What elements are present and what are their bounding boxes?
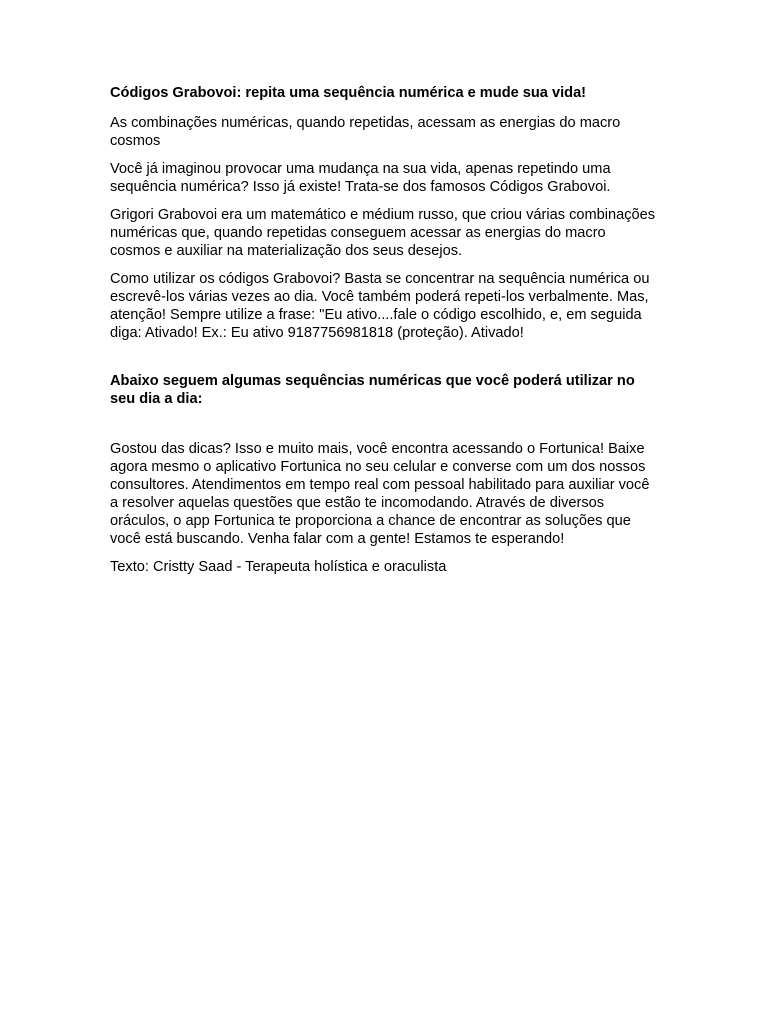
article-title: Códigos Grabovoi: repita uma sequência numérica e mude sua vida!: [110, 85, 587, 101]
paragraph-question: Você já imaginou provocar uma mudança na sua vida, apenas repetindo uma sequência numérica? Isso já existe! Trata-se dos famosos Códigos Grabovoi.: [110, 161, 611, 195]
paragraph-grabovoi-bio: Grigori Grabovoi era um matemático e médium russo, que criou várias combinações numéricas que, quando repetidas conseguem acessar as energias do macro cosmos e auxiliar na materialização dos seus desejos.: [110, 207, 656, 259]
paragraph-author-credit: Texto: Cristty Saad - Terapeuta holística e oraculista: [110, 559, 447, 575]
document-page: [110, 84, 658, 586]
paragraph-intro: As combinações numéricas, quando repetidas, acessam as energias do macro cosmos: [110, 115, 621, 149]
section-subheading: Abaixo seguem algumas sequências numéricas que você poderá utilizar no seu dia a dia:: [110, 373, 635, 407]
paragraph-fortunica-promo: Gostou das dicas? Isso e muito mais, você encontra acessando o Fortunica! Baixe agora mesmo o aplicativo Fortunica no seu celular e converse com um dos nossos consultores. Atendimentos em tempo real com pessoal habilitado para auxiliar você a resolver aquelas questões que estão te incomodando. Através de diversos oráculos, o app Fortunica te proporciona a chance de encontrar as soluções que você está buscando. Venha falar com a gente! Estamos te esperando!: [110, 441, 650, 547]
empty-sequence-area: [110, 408, 658, 440]
paragraph-how-to-use: Como utilizar os códigos Grabovoi? Basta se concentrar na sequência numérica ou escrevê-los várias vezes ao dia. Você também poderá repeti-los verbalmente. Mas, atenção! Sempre utilize a frase: "Eu ativo....fale o código escolhido, e, em seguida diga: Ativado! Ex.: Eu ativo 9187756981818 (proteção). Ativado!: [110, 271, 650, 341]
